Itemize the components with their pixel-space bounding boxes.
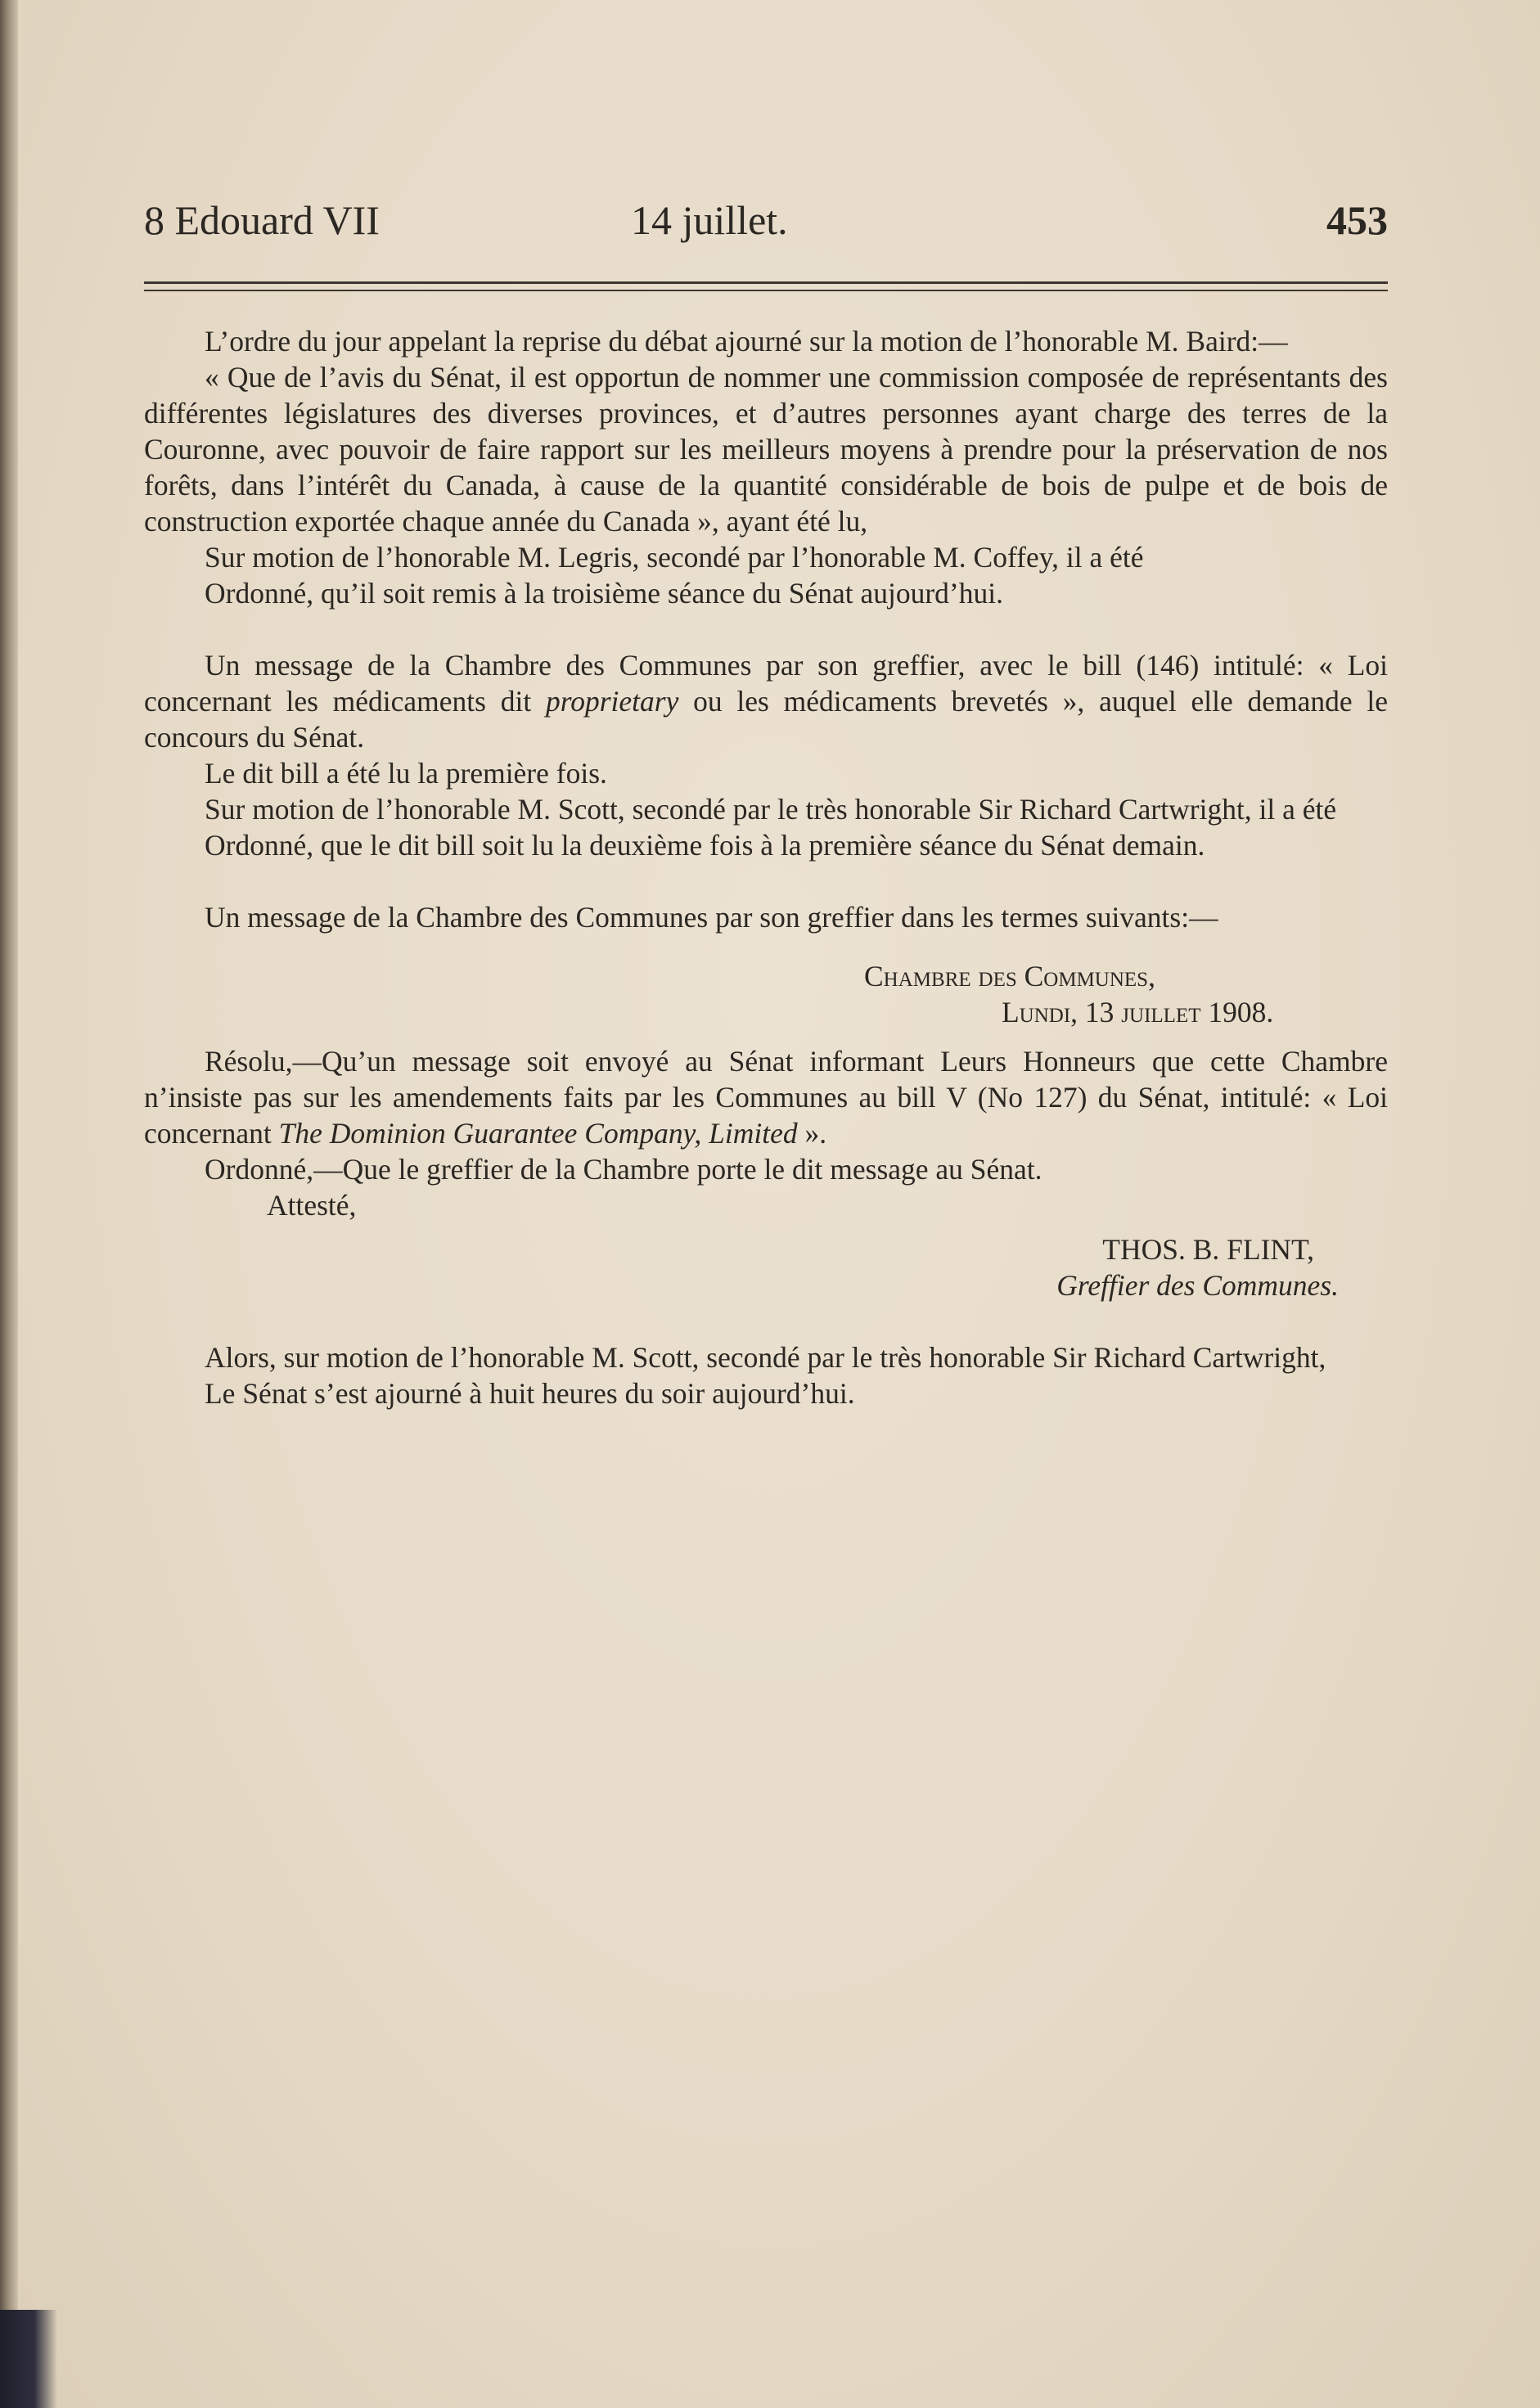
signature-title: Greffier des Communes. <box>1056 1269 1339 1302</box>
paragraph <box>144 647 1388 755</box>
paragraph: Sur motion de l’honorable M. Scott, secondé par le très honorable Sir Richard Cartwright, il a été <box>205 793 1337 826</box>
text-run: Un message de la Chambre des Communes par son greffier, avec le bill (146) intitulé: « Loi concernant les médicaments dit <box>144 649 1388 718</box>
paragraph: « Que de l’avis du Sénat, il est opportun de nommer une commission composée de représentants des différentes législatures des diverses provinces, et d’autres personnes ayant charge des terres de la Couronne, avec pouvoir de faire rapport sur les meilleurs moyens à prendre pour la préservation de nos forêts, dans l’intérêt du Canada, à cause de la quantité considérable de bois de pulpe et de bois de construction exportée chaque année du Canada », ayant été lu, <box>144 361 1388 538</box>
paragraph: Sur motion de l’honorable M. Legris, secondé par l’honorable M. Coffey, il a été <box>205 541 1144 574</box>
paragraph: Alors, sur motion de l’honorable M. Scott, secondé par le très honorable Sir Richard Cartwright, <box>205 1341 1326 1374</box>
paragraph: Ordonné,—Que le greffier de la Chambre porte le dit message au Sénat. <box>205 1153 1042 1186</box>
paragraph: Un message de la Chambre des Communes par son greffier dans les termes suivants:— <box>205 901 1218 934</box>
header-volume: 8 Edouard VII <box>144 197 380 243</box>
paragraph: Le Sénat s’est ajourné à huit heures du soir aujourd’hui. <box>205 1377 855 1410</box>
italic-company: The Dominion Guarantee Company, Limited <box>278 1117 798 1150</box>
paragraph: Ordonné, qu’il soit remis à la troisième séance du Sénat aujourd’hui. <box>205 577 1003 610</box>
page-number: 453 <box>1326 197 1388 243</box>
text-run: Résolu,—Qu’un message soit envoyé au Sénat informant Leurs Honneurs que cette Chambre n’insiste pas sur les amendements faits par les Communes au bill V (No 127) du Sénat, intitulé: « Loi concernant <box>144 1045 1388 1150</box>
header-rule-bottom <box>144 290 1388 291</box>
signature-name: THOS. B. FLINT, <box>1102 1233 1314 1266</box>
text-run: ou les médicaments brevetés », auquel elle demande le concours du Sénat. <box>144 685 1388 754</box>
text-run: ». <box>797 1117 827 1150</box>
header-date: 14 juillet. <box>631 197 788 243</box>
message-origin: Chambre des Communes, <box>864 960 1155 992</box>
book-cover-edge <box>0 2310 57 2408</box>
paragraph: L’ordre du jour appelant la reprise du débat ajourné sur la motion de l’honorable M. Baird:— <box>205 325 1288 358</box>
paragraph: Le dit bill a été lu la première fois. <box>205 757 607 790</box>
running-header <box>144 196 1388 254</box>
paragraph: Ordonné, que le dit bill soit lu la deuxième fois à la première séance du Sénat demain. <box>205 829 1205 862</box>
message-date: Lundi, 13 juillet 1908. <box>1002 996 1274 1028</box>
paragraph <box>144 1043 1388 1151</box>
book-gutter <box>0 0 18 2408</box>
header-rule-top <box>144 281 1388 284</box>
italic-term: proprietary <box>545 685 679 718</box>
attestation: Attesté, <box>267 1189 357 1222</box>
journal-text <box>144 323 1388 1411</box>
